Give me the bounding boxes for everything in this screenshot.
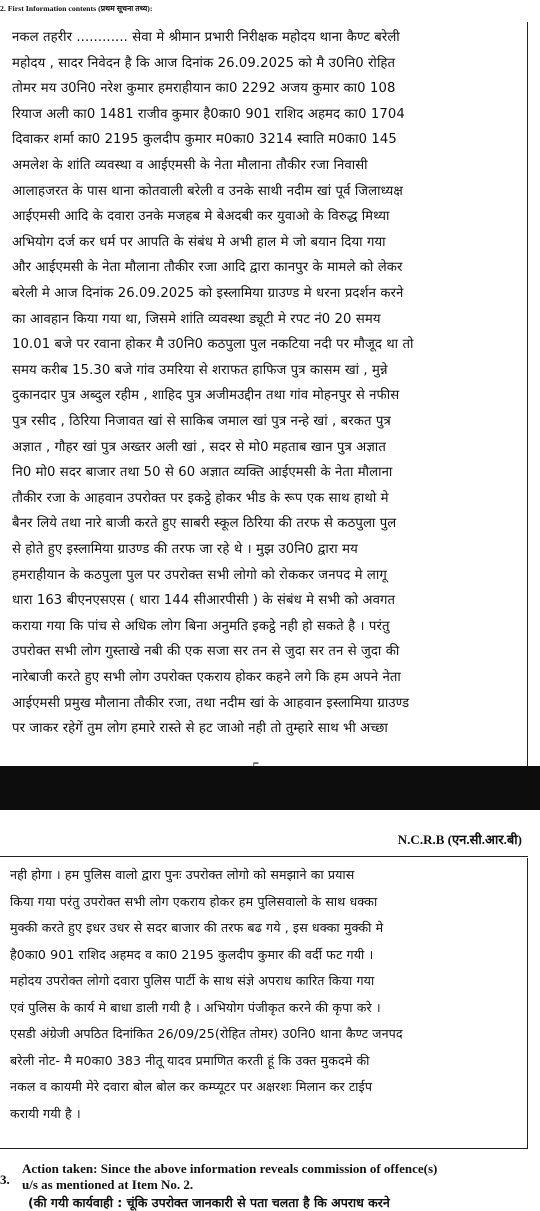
text-line: का आवहान किया गया था, जिसमे शांति व्यवस्था ड्यूटी मे रपट नं0 20 समय xyxy=(12,311,381,327)
text-line: एसडी अंग्रेजी अपठित दिनांकित 26/09/25(रोहित तोमर) उ0नि0 थाना कैण्ट जनपद xyxy=(10,1026,403,1041)
text-line: पर जाकर रहेगें तुम लोग हमारे रास्ते से हट जाओ नही तो तुम्हारे साथ भी अच्छा xyxy=(12,721,388,737)
text-line: महोदय , सादर निवेदन है कि आज दिनांक 26.09.2025 को मै उ0नि0 रोहित xyxy=(12,55,396,71)
text-line: नि0 मो0 सदर बाजार तथा 50 से 60 अज्ञात व्यक्ति आईएमसी के नेता मौलाना xyxy=(12,465,393,481)
text-line: अमलेश के शांति व्यवस्था व आईएमसी के नेता मौलाना तौकीर रजा निवासी xyxy=(12,158,368,173)
text-line: नही होगा । हम पुलिस वालो द्वारा पुनः उपरोक्त लोगो को समझाने का प्रयास xyxy=(10,867,355,882)
page-separator xyxy=(0,766,540,810)
text-line: तोमर मय उ0नि0 नरेश कुमार हमराहीयान का0 2292 अजय कुमार का0 108 xyxy=(12,81,396,97)
text-line: बरेली नोट- मै म0का0 383 नीतू यादव प्रमाणित करती हूं कि उक्त मुकदमे की xyxy=(10,1052,370,1068)
text-line: उपरोक्त सभी लोग गुस्ताखे नबी की एक सजा सर तन से जुदा सर तन से जुदा की xyxy=(12,644,400,660)
text-line: दिवाकर शर्मा का0 2195 कुलदीप कुमार म0का0 3214 स्वाति म0का0 145 xyxy=(12,132,397,148)
text-line: अभियोग दर्ज कर धर्म पर आपति के संबंध मे अभी हाल मे जो बयान दिया गया xyxy=(12,234,386,250)
text-line: रियाज अली का0 1481 राजीव कुमार है0का0 901 राशिद अहमद का0 1704 xyxy=(12,106,405,122)
ncrb-header: N.C.R.B (एन.सी.आर.बी) xyxy=(397,832,522,847)
header-rule xyxy=(0,856,528,857)
action-item-number: 3. xyxy=(0,1172,10,1187)
action-taken-line1: Action taken: Since the above information reveals commission of offence(s) xyxy=(22,1161,438,1176)
action-taken-hindi: (की गयी कार्यवाही : चूंकि उपरोक्त जानकारी से पता चलता है कि अपराध करने xyxy=(28,1195,390,1210)
text-line: मुक्की करते हुए इधर उधर से सदर बाजार की तरफ बढ गये , इस धक्का मुक्की मे xyxy=(10,920,384,935)
text-line: आलाहजरत के पास थाना कोतवाली बरेली व उनके साथी नदीम खां पूर्व जिलाध्यक्ष xyxy=(12,183,403,199)
text-line: बैनर लिये तथा नारे बाजी करते हुए साबरी स्कूल ठिरिया की तरफ से कठपुला पुल xyxy=(12,516,397,532)
text-line: धारा 163 बीएनएसएस ( धारा 144 सीआरपीसी ) के संबंध मे सभी को अवगत xyxy=(12,593,396,609)
text-line: से होते हुए इस्लामिया ग्राउण्ड की तरफ जा रहे थे । मुझ उ0नि0 द्वारा मय xyxy=(12,542,358,557)
text-line: और आईएमसी के नेता मौलाना तौकीर रजा आदि द्वारा कानपुर के मामले को लेकर xyxy=(12,260,403,276)
text-line: अज्ञात , गौहर खां पुत्र अख्तर अली खां , सदर से मो0 महताब खान पुत्र अज्ञात xyxy=(12,439,386,455)
first-information-box xyxy=(0,22,528,766)
text-line: किया गया परंतु उपरोक्त सभी लोग एकराय होकर हम पुलिसवालो के साथ धक्का xyxy=(10,893,378,909)
text-line: बरेली मे आज दिनांक 26.09.2025 को इस्लामिया ग्राउण्ड मे धरना प्रदर्शन करने xyxy=(12,286,404,301)
action-taken-line2: u/s as mentioned at Item No. 2. xyxy=(22,1177,194,1192)
text-line: आईएमसी प्रमुख मौलाना तौकीर रजा, तथा नदीम खां के आहवान इस्लामिया ग्राउण्ड xyxy=(12,695,410,711)
text-line: समय करीब 15.30 बजे गांव उमरिया से शराफत हाफिज पुत्र कासम खां , मुन्ने xyxy=(12,362,388,378)
text-line: एवं पुलिस के कार्य मे बाधा डाली गयी है । अभियोग पंजीकृत करने की कृपा करे । xyxy=(10,999,381,1015)
text-line: कराया गया कि पांच से अधिक लोग बिना अनुमति इकट्ठे नही हो सकते है । परंतु xyxy=(12,618,390,634)
text-line: दुकानदार पुत्र अब्दुल रहीम , शाहिद पुत्र अजीमउद्दीन तथा गांव मोहनपुर से नफीस xyxy=(12,388,400,404)
text-line: तौकीर रजा के आहवान उपरोक्त पर इकट्ठे होकर भीड के रूप एक साथ हाथो मे xyxy=(12,490,389,506)
document-page-lower xyxy=(0,810,540,1210)
text-line: करायी गयी है । xyxy=(10,1105,81,1121)
text-line: नकल व कायमी मेरे दवारा बोल बोल कर कम्प्यूटर पर अक्षरशः मिलान कर टाईप xyxy=(10,1079,373,1094)
section-heading: 2. First Information contents (प्रथम सूचना तथ्य): xyxy=(0,4,153,13)
box-bottom-rule xyxy=(0,1148,528,1149)
text-line: आईएमसी आदि के दवारा उनके मजहब मे बेअदबी कर युवाओ के विरुद्ध मिथ्या xyxy=(12,209,390,225)
text-line: है0का0 901 राशिद अहमद व का0 2195 कुलदीप कुमार की वर्दी फट गयी । xyxy=(10,946,374,962)
text-line: नकल तहरीर ............ सेवा मे श्रीमान प्रभारी निरीक्षक महोदय थाना कैण्ट बरेली xyxy=(12,30,400,45)
continuation-box xyxy=(0,858,528,1148)
text-line: पुत्र रसीद , ठिरिया निजावत खां से साकिब जमाल खां पुत्र नन्हे खां , बरकत पुत्र xyxy=(12,414,391,429)
text-line: हमराहीयान के कठपुला पुल पर उपरोक्त सभी लोगो को रोककर जनपद मे लागू xyxy=(12,567,387,583)
text-line: महोदय उपरोक्त लोगो दवारा पुलिस पार्टी के साथ संज्ञे अपराध कारित किया गया xyxy=(10,973,375,988)
text-line: नारेबाजी करते हुए सभी लोग उपरोक्त एकराय होकर कहने लगे कि हम अपने नेता xyxy=(12,670,401,685)
text-line: 10.01 बजे पर रवाना होकर मै उ0नि0 कठपुला पुल नकटिया नदी पर मौजूद था तो xyxy=(12,337,414,353)
